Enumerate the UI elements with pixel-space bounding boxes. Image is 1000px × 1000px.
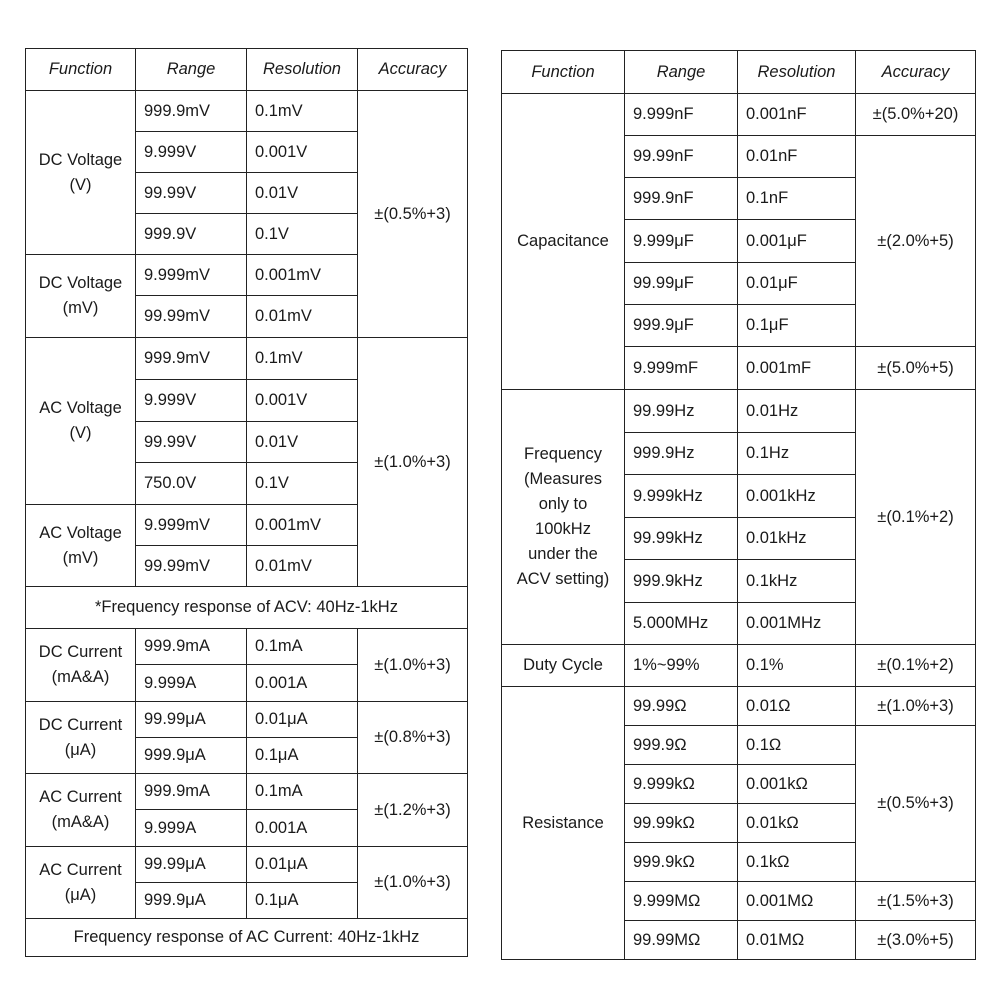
- resolution-cell: 0.1Hz: [738, 433, 856, 475]
- function-ac-current-ma: AC Current (mA&A): [26, 774, 136, 847]
- range-cell: 999.9V: [136, 214, 247, 255]
- range-cell: 999.9mV: [136, 338, 247, 380]
- accuracy-dc-current-ma: ±(1.0%+3): [358, 629, 468, 702]
- accuracy-resistance-9mohm: ±(1.5%+3): [856, 882, 976, 921]
- resolution-cell: 0.01μA: [247, 702, 358, 738]
- resolution-cell: 0.01Hz: [738, 390, 856, 433]
- range-cell: 99.99kHz: [625, 518, 738, 560]
- function-ac-current-ua: AC Current (μA): [26, 847, 136, 919]
- accuracy-ac-current-ua: ±(1.0%+3): [358, 847, 468, 919]
- resolution-cell: 0.01kΩ: [738, 804, 856, 843]
- range-cell: 750.0V: [136, 463, 247, 505]
- range-cell: 9.999A: [136, 665, 247, 702]
- range-cell: 99.99μF: [625, 263, 738, 305]
- resolution-cell: 0.1%: [738, 645, 856, 687]
- range-cell: 9.999nF: [625, 94, 738, 136]
- function-dc-voltage-v: DC Voltage (V): [26, 91, 136, 255]
- resolution-cell: 0.001mV: [247, 255, 358, 296]
- accuracy-dc-voltage: ±(0.5%+3): [358, 91, 468, 338]
- accuracy-resistance-99mohm: ±(3.0%+5): [856, 921, 976, 960]
- function-capacitance: Capacitance: [502, 94, 625, 390]
- accuracy-capacitance-nf: ±(5.0%+20): [856, 94, 976, 136]
- resolution-cell: 0.1mV: [247, 338, 358, 380]
- range-cell: 9.999kΩ: [625, 765, 738, 804]
- resolution-cell: 0.1kHz: [738, 560, 856, 603]
- range-cell: 999.9μF: [625, 305, 738, 347]
- range-cell: 999.9kΩ: [625, 843, 738, 882]
- accuracy-dc-current-ua: ±(0.8%+3): [358, 702, 468, 774]
- accuracy-duty-cycle: ±(0.1%+2): [856, 645, 976, 687]
- range-cell: 999.9nF: [625, 178, 738, 220]
- range-cell: 99.99V: [136, 422, 247, 463]
- header-function: Function: [502, 51, 625, 94]
- range-cell: 99.99mV: [136, 546, 247, 587]
- range-cell: 99.99Hz: [625, 390, 738, 433]
- range-cell: 9.999MΩ: [625, 882, 738, 921]
- resolution-cell: 0.1nF: [738, 178, 856, 220]
- accuracy-resistance-low: ±(1.0%+3): [856, 687, 976, 726]
- range-cell: 999.9Ω: [625, 726, 738, 765]
- resolution-cell: 0.001μF: [738, 220, 856, 263]
- function-duty-cycle: Duty Cycle: [502, 645, 625, 687]
- accuracy-ac-current-ma: ±(1.2%+3): [358, 774, 468, 847]
- range-cell: 99.99MΩ: [625, 921, 738, 960]
- resolution-cell: 0.01V: [247, 422, 358, 463]
- header-range: Range: [625, 51, 738, 94]
- range-cell: 999.9μA: [136, 883, 247, 919]
- function-dc-voltage-mv: DC Voltage (mV): [26, 255, 136, 338]
- resolution-cell: 0.1mV: [247, 91, 358, 132]
- resolution-cell: 0.001A: [247, 810, 358, 847]
- resolution-cell: 0.01μA: [247, 847, 358, 883]
- spec-table-left: [25, 48, 468, 957]
- range-cell: 999.9μA: [136, 738, 247, 774]
- resolution-cell: 0.001mV: [247, 505, 358, 546]
- accuracy-capacitance-mid: ±(2.0%+5): [856, 136, 976, 347]
- resolution-cell: 0.1V: [247, 214, 358, 255]
- range-cell: 1%~99%: [625, 645, 738, 687]
- resolution-cell: 0.001kHz: [738, 475, 856, 518]
- resolution-cell: 0.001mF: [738, 347, 856, 390]
- accuracy-frequency: ±(0.1%+2): [856, 390, 976, 645]
- header-range: Range: [136, 49, 247, 91]
- resolution-cell: 0.001nF: [738, 94, 856, 136]
- resolution-cell: 0.001A: [247, 665, 358, 702]
- function-resistance: Resistance: [502, 687, 625, 960]
- resolution-cell: 0.1mA: [247, 629, 358, 665]
- function-dc-current-ua: DC Current (μA): [26, 702, 136, 774]
- resolution-cell: 0.001V: [247, 380, 358, 422]
- range-cell: 9.999μF: [625, 220, 738, 263]
- resolution-cell: 0.01kHz: [738, 518, 856, 560]
- range-cell: 99.99V: [136, 173, 247, 214]
- range-cell: 9.999mV: [136, 505, 247, 546]
- resolution-cell: 0.01μF: [738, 263, 856, 305]
- resolution-cell: 0.01mV: [247, 546, 358, 587]
- range-cell: 9.999V: [136, 132, 247, 173]
- range-cell: 99.99kΩ: [625, 804, 738, 843]
- resolution-cell: 0.01V: [247, 173, 358, 214]
- range-cell: 999.9kHz: [625, 560, 738, 603]
- header-accuracy: Accuracy: [856, 51, 976, 94]
- range-cell: 99.99mV: [136, 296, 247, 338]
- function-ac-voltage-v: AC Voltage (V): [26, 338, 136, 505]
- resolution-cell: 0.1μF: [738, 305, 856, 347]
- range-cell: 99.99μA: [136, 847, 247, 883]
- header-accuracy: Accuracy: [358, 49, 468, 91]
- range-cell: 99.99Ω: [625, 687, 738, 726]
- range-cell: 9.999kHz: [625, 475, 738, 518]
- range-cell: 9.999mF: [625, 347, 738, 390]
- resolution-cell: 0.1kΩ: [738, 843, 856, 882]
- range-cell: 9.999V: [136, 380, 247, 422]
- function-ac-voltage-mv: AC Voltage (mV): [26, 505, 136, 587]
- accuracy-capacitance-mf: ±(5.0%+5): [856, 347, 976, 390]
- resolution-cell: 0.01MΩ: [738, 921, 856, 960]
- header-resolution: Resolution: [247, 49, 358, 91]
- accuracy-ac-voltage: ±(1.0%+3): [358, 338, 468, 587]
- resolution-cell: 0.1V: [247, 463, 358, 505]
- acv-frequency-note: *Frequency response of ACV: 40Hz-1kHz: [26, 587, 468, 629]
- resolution-cell: 0.001MHz: [738, 603, 856, 645]
- function-frequency: Frequency (Measures only to 100kHz under the ACV setting): [502, 390, 625, 645]
- range-cell: 5.000MHz: [625, 603, 738, 645]
- resolution-cell: 0.01Ω: [738, 687, 856, 726]
- resolution-cell: 0.1Ω: [738, 726, 856, 765]
- resolution-cell: 0.1μA: [247, 738, 358, 774]
- range-cell: 99.99μA: [136, 702, 247, 738]
- resolution-cell: 0.001V: [247, 132, 358, 173]
- range-cell: 99.99nF: [625, 136, 738, 178]
- function-dc-current-ma: DC Current (mA&A): [26, 629, 136, 702]
- resolution-cell: 0.001kΩ: [738, 765, 856, 804]
- range-cell: 999.9mV: [136, 91, 247, 132]
- resolution-cell: 0.001MΩ: [738, 882, 856, 921]
- accuracy-resistance-mid: ±(0.5%+3): [856, 726, 976, 882]
- ac-current-frequency-note: Frequency response of AC Current: 40Hz-1kHz: [26, 919, 468, 957]
- range-cell: 999.9mA: [136, 629, 247, 665]
- header-resolution: Resolution: [738, 51, 856, 94]
- header-function: Function: [26, 49, 136, 91]
- range-cell: 9.999mV: [136, 255, 247, 296]
- resolution-cell: 0.1μA: [247, 883, 358, 919]
- range-cell: 999.9Hz: [625, 433, 738, 475]
- resolution-cell: 0.01nF: [738, 136, 856, 178]
- resolution-cell: 0.1mA: [247, 774, 358, 810]
- resolution-cell: 0.01mV: [247, 296, 358, 338]
- spec-table-right: [501, 50, 976, 960]
- range-cell: 9.999A: [136, 810, 247, 847]
- range-cell: 999.9mA: [136, 774, 247, 810]
